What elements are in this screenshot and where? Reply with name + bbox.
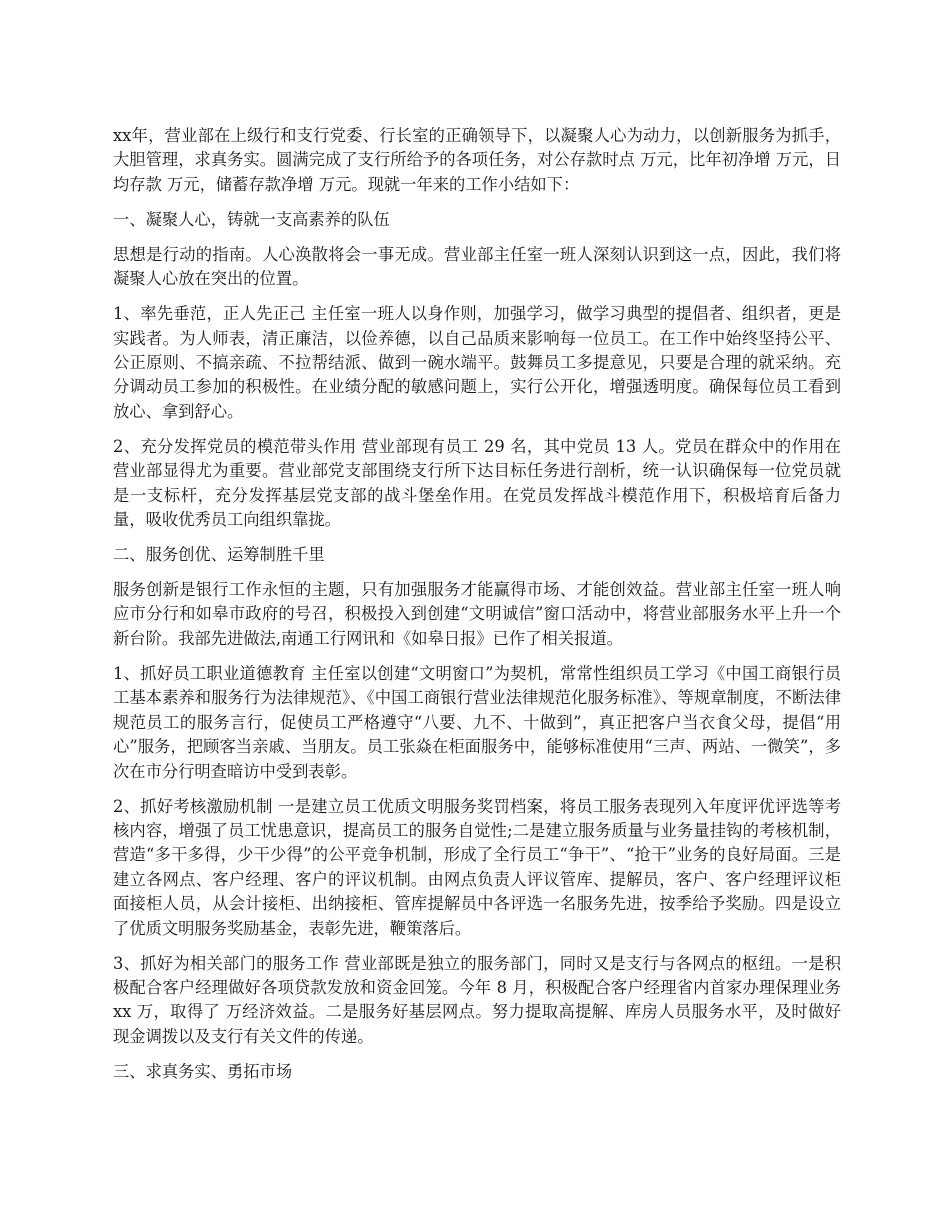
paragraph: 2、抓好考核激励机制 一是建立员工优质文明服务奖罚档案，将员工服务表现列入年度评优评选等考核内容，增强了员工忧患意识，提高员工的服务自觉性;二是建立服务质量与业务量挂钩的考核机制，营造“多干多得，少干少得”的公平竞争机制，形成了全行员工“争干”、“抢干”业务的良好局面。三是建立各网点、客户经理、客户的评议机制。由网点负责人评议管库、提解员，客户、客户经理评议柜面接柜人员，从会计接柜、出纳接柜、管库提解员中各评选一名服务先进，按季给予奖励。四是设立了优质文明服务奖励基金，表彰先进，鞭策落后。 — [113, 796, 841, 938]
paragraph: 1、抓好员工职业道德教育 主任室以创建“文明窗口”为契机，常常性组织员工学习《中国工商银行员工基本素养和服务行为法律规范》、《中国工商银行营业法律规范化服务标准》、等规章制度，不断法律规范员工的服务言行，促使员工严格遵守“八要、九不、十做到”，真正把客户当衣食父母，提倡“用心”服务，把顾客当亲戚、当朋友。员工张焱在柜面服务中，能够标准使用“三声、两站、一微笑”，多次在市分行明查暗访中受到表彰。 — [113, 663, 841, 781]
paragraph: 1、率先垂范，正人先正己 主任室一班人以身作则，加强学习，做学习典型的提倡者、组织者，更是实践者。为人师表，清正廉洁，以俭养德，以自己品质来影响每一位员工。在工作中始终坚持公平、公正原则、不搞亲疏、不拉帮结派、做到一碗水端平。鼓舞员工多提意见，只要是合理的就采纳。充分调动员工参加的积极性。在业绩分配的敏感问题上，实行公开化，增强透明度。确保每位员工看到放心、拿到舒心。 — [113, 304, 841, 421]
paragraph: 3、抓好为相关部门的服务工作 营业部既是独立的服务部门，同时又是支行与各网点的枢纽。一是积极配合客户经理做好各项贷款发放和资金回笼。今年 8 月，积极配合客户经理省内首家办理保理业务 xx 万，取得了 万经济效益。二是服务好基层网点。努力提取高提解、库房人员服务水平，及时做好现金调拨以及支行有关文件的传递。 — [113, 953, 841, 1046]
document-page — [113, 124, 841, 1095]
section-heading-1: 一、凝聚人心，铸就一支高素养的队伍 — [113, 209, 390, 229]
paragraph: 2、充分发挥党员的模范带头作用 营业部现有员工 29 名，其中党员 13 人。党员在群众中的作用在营业部显得尤为重要。营业部党支部围绕支行所下达目标任务进行剖析，统一认识确保每一位党员就是一支标杆，充分发挥基层党支部的战斗堡垒作用。在党员发挥战斗模范作用下，积极培育后备力量，吸收优秀员工向组织靠拢。 — [113, 436, 841, 530]
paragraph: 思想是行动的指南。人心涣散将会一事无成。营业部主任室一班人深刻认识到这一点，因此，我们将凝聚人心放在突出的位置。 — [113, 244, 841, 289]
paragraph: 服务创新是银行工作永恒的主题，只有加强服务才能赢得市场、才能创效益。营业部主任室一班人响应市分行和如皋市政府的号召，积极投入到创建“文明诚信”窗口活动中，将营业部服务水平上升一个新台阶。我部先进做法,南通工行网讯和《如皋日报》已作了相关报道。 — [113, 580, 841, 648]
section-heading-2: 二、服务创优、运筹制胜千里 — [113, 545, 325, 565]
section-heading-3: 三、求真务实、勇拓市场 — [113, 1061, 293, 1081]
intro-paragraph: xx年，营业部在上级行和支行党委、行长室的正确领导下，以凝聚人心为动力，以创新服务为抓手，大胆管理，求真务实。圆满完成了支行所给予的各项任务，对公存款时点 万元，比年初净增 万元，日均存款 万元，储蓄存款净增 万元。现就一年来的工作小结如下： — [113, 126, 841, 194]
